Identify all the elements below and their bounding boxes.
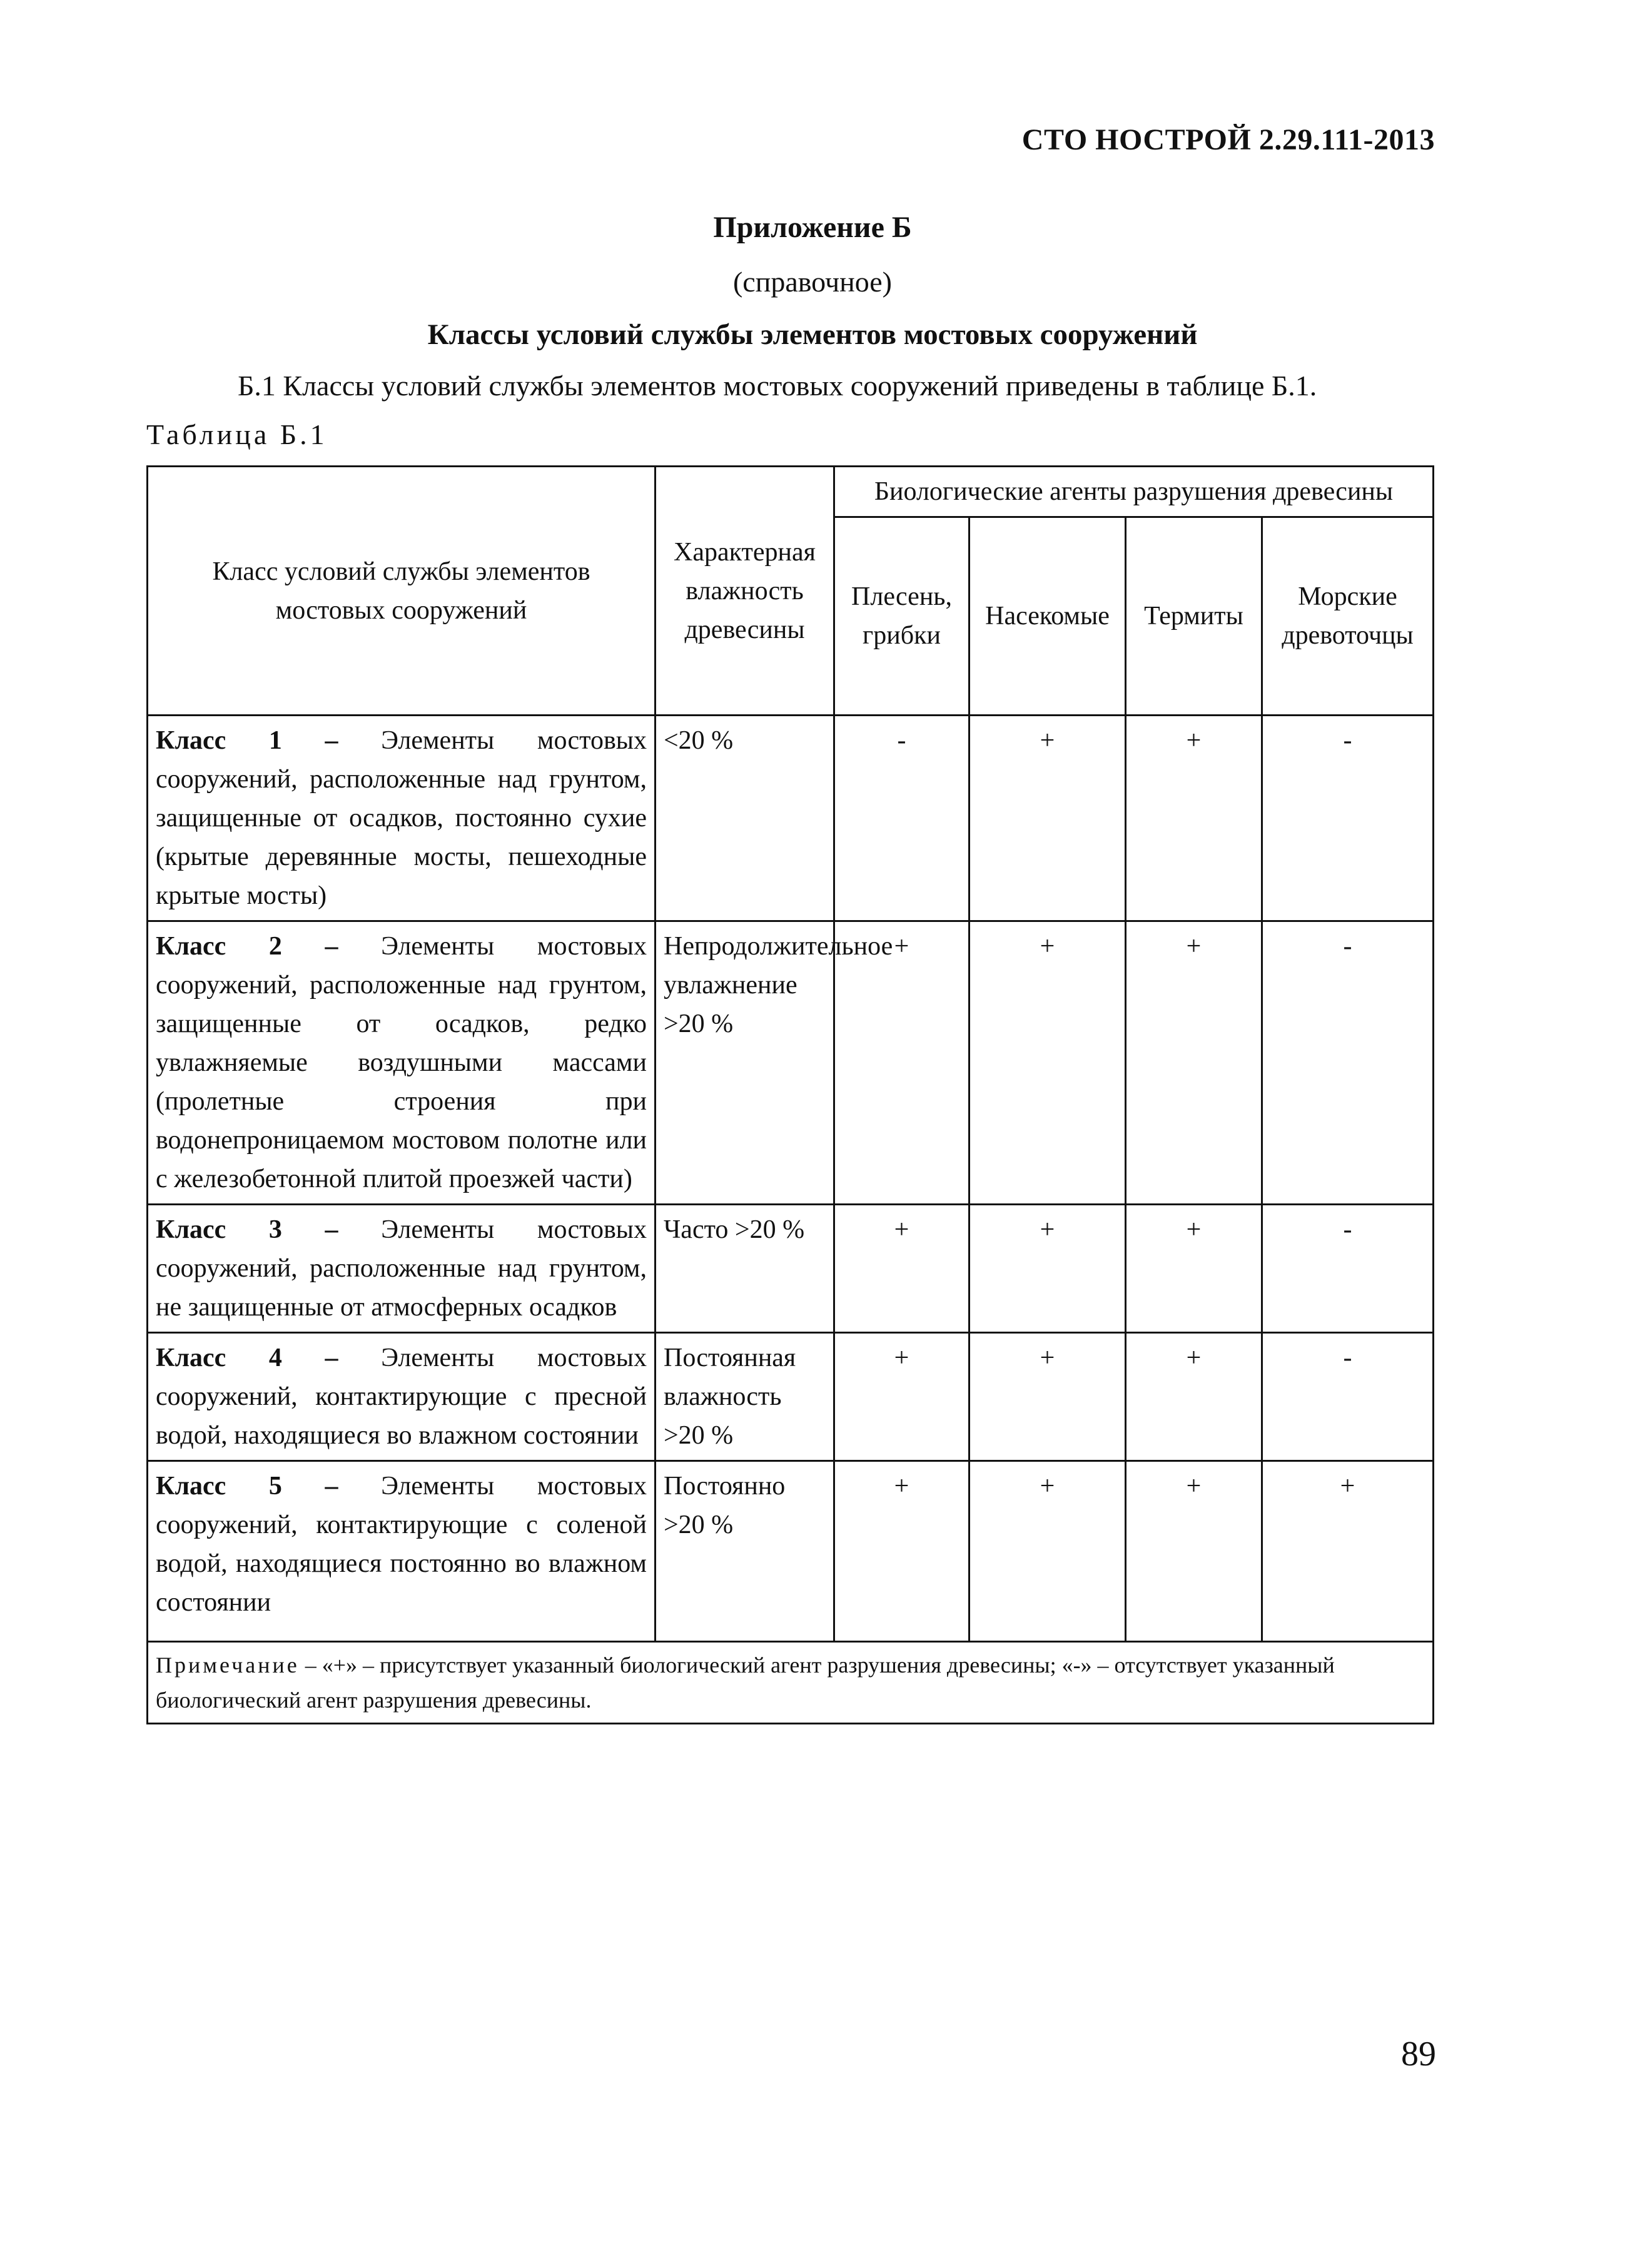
note-row (148, 1642, 1434, 1724)
header-agent-label: Морские древоточцы (1282, 582, 1414, 650)
class-description: Элементы мостовых сооружений, контактирующие с пресной водой, находящиеся во влажном состоянии (156, 1344, 647, 1450)
mark-cell: - (1262, 921, 1434, 1205)
header-class (148, 467, 656, 716)
class-cell (148, 1205, 656, 1333)
class-description: Элементы мостовых сооружений, расположенные над грунтом, защищенные от осадков, постоянно сухие (крытые деревянные мосты, пешеходные крытые мосты) (156, 726, 647, 910)
header-class-label: Класс условий службы элементов мостовых сооружений (212, 557, 590, 625)
class-description: Элементы мостовых сооружений, контактирующие с соленой водой, находящиеся постоянно во влажном состоянии (156, 1472, 647, 1617)
table-row (148, 1461, 1434, 1642)
page-number: 89 (1401, 2035, 1436, 2073)
mark-cell: + (1126, 1461, 1262, 1642)
header-agent-label: Термиты (1144, 602, 1243, 630)
moisture-cell: Непродолжительное увлажнение >20 % (656, 921, 834, 1205)
class-description: Элементы мостовых сооружений, расположенные над грунтом, не защищенные от атмосферных осадков (156, 1215, 647, 1322)
section-title: Классы условий службы элементов мостовых сооружений (427, 318, 1198, 351)
class-cell (148, 1461, 656, 1642)
header-moisture (656, 467, 834, 716)
appendix-type: (справочное) (732, 266, 893, 298)
class-description: Элементы мостовых сооружений, расположенные над грунтом, защищенные от осадков, редко увлажняемые воздушными массами (пролетные строения при водонепроницаемом мостовом полотне или с железобетонной плитой проезжей части) (156, 932, 647, 1193)
table-label: Таблица Б.1 (146, 418, 328, 450)
mark-cell: - (1262, 1333, 1434, 1461)
header-agent-termites (1126, 517, 1262, 716)
mark-cell: + (1126, 1333, 1262, 1461)
moisture-cell: Часто >20 % (656, 1205, 834, 1333)
table-row (148, 1205, 1434, 1333)
class-name: Класс 5 – (156, 1472, 338, 1501)
header-agent-label: Плесень, грибки (851, 582, 952, 650)
mark-cell: + (1126, 921, 1262, 1205)
note-text: – «+» – присутствует указанный биологический агент разрушения древесины; «-» – отсутствует указанный биологический агент разрушения древесины. (156, 1653, 1335, 1713)
mark-cell: - (1262, 1205, 1434, 1333)
mark-cell: + (969, 1333, 1126, 1461)
mark-cell: + (1126, 1205, 1262, 1333)
mark-cell: + (834, 921, 969, 1205)
header-agent-insects (969, 517, 1126, 716)
table-note (148, 1642, 1434, 1724)
class-name: Класс 3 – (156, 1215, 338, 1244)
table-row (148, 1333, 1434, 1461)
mark-cell: + (969, 716, 1126, 921)
note-label: Примечание (156, 1653, 300, 1678)
class-cell (148, 1333, 656, 1461)
document-code: СТО НОСТРОЙ 2.29.111-2013 (1021, 123, 1435, 156)
mark-cell: + (834, 1461, 969, 1642)
class-cell (148, 716, 656, 921)
appendix-title: Приложение Б (713, 211, 912, 244)
class-name: Класс 2 – (156, 932, 338, 961)
mark-cell: + (969, 1205, 1126, 1333)
header-agent-marine-borers (1262, 517, 1434, 716)
class-cell (148, 921, 656, 1205)
moisture-cell: Постоянно >20 % (656, 1461, 834, 1642)
mark-cell: + (834, 1333, 969, 1461)
header-moisture-label: Характерная влажность древесины (674, 537, 816, 644)
mark-cell: + (969, 921, 1126, 1205)
moisture-cell: <20 % (656, 716, 834, 921)
table-row (148, 921, 1434, 1205)
intro-paragraph: Б.1 Классы условий службы элементов мостовых сооружений приведены в таблице Б.1. (238, 370, 1317, 402)
header-agent-mold (834, 517, 969, 716)
mark-cell: + (969, 1461, 1126, 1642)
moisture-cell: Постоянная влажность >20 % (656, 1333, 834, 1461)
mark-cell: + (834, 1205, 969, 1333)
header-agent-label: Насекомые (985, 602, 1110, 630)
mark-cell: - (834, 716, 969, 921)
mark-cell: + (1262, 1461, 1434, 1642)
mark-cell: + (1126, 716, 1262, 921)
header-agents-group (834, 467, 1434, 517)
class-name: Класс 1 – (156, 726, 338, 755)
service-classes-table (146, 465, 1434, 1724)
class-name: Класс 4 – (156, 1344, 338, 1372)
header-agents-group-label: Биологические агенты разрушения древесины (874, 477, 1394, 506)
mark-cell: - (1262, 716, 1434, 921)
table-row (148, 716, 1434, 921)
